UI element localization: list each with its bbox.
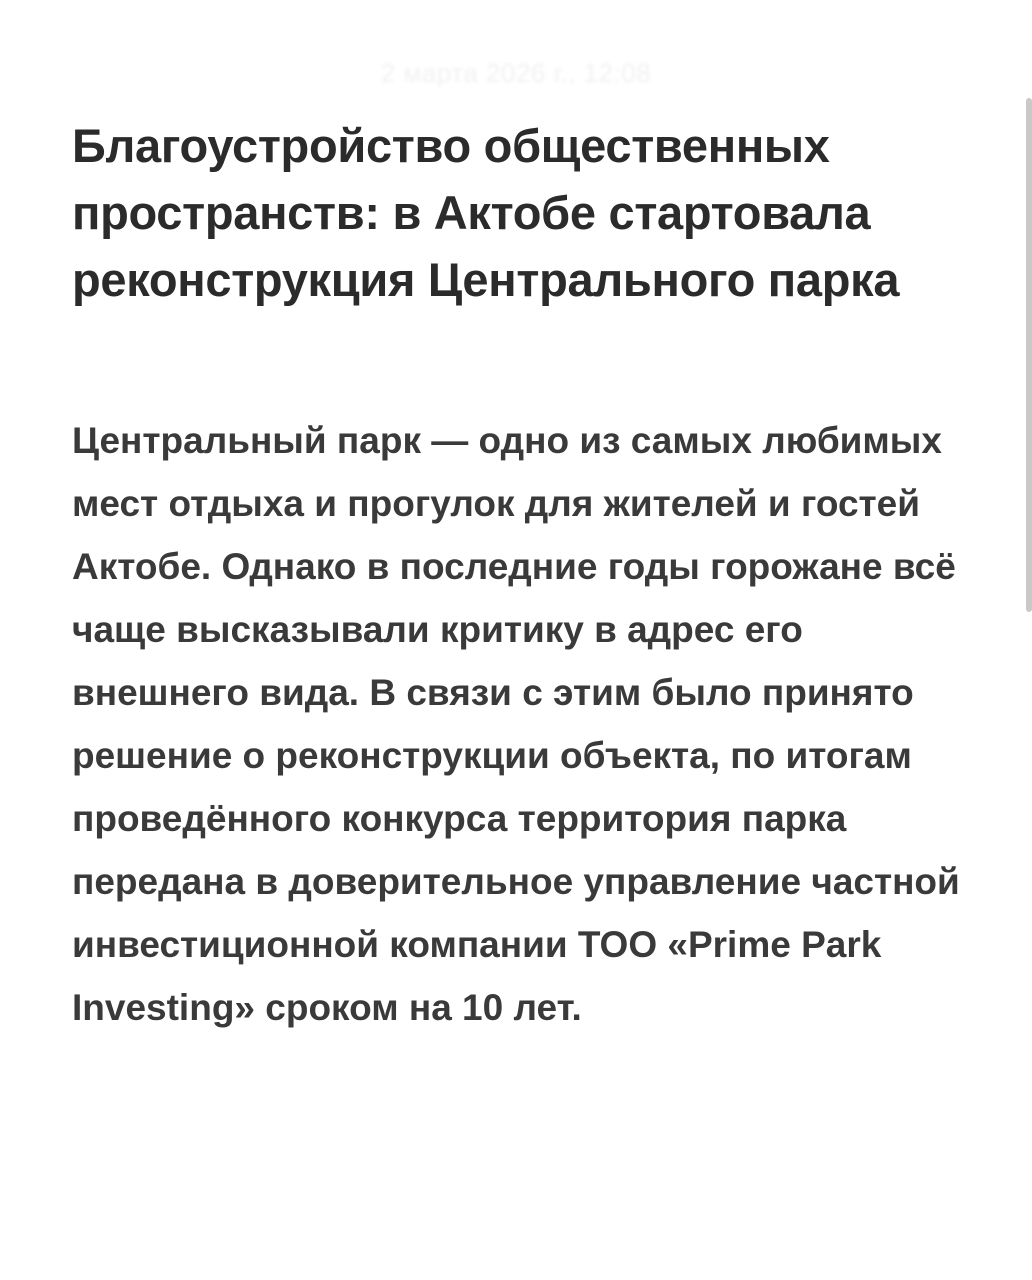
article-date: 2 марта 2026 г., 12:08 <box>380 58 652 88</box>
article <box>72 112 962 1039</box>
article-title: Благоустройство общественных пространств: в Актобе стартовала реконструкция Центрального парка <box>72 119 900 306</box>
scrollbar[interactable] <box>1026 98 1032 612</box>
article-body: Центральный парк — одно из самых любимых мест отдыха и прогулок для жителей и гостей Актобе. Однако в последние годы горожане всё чаще высказывали критику в адрес его внешнего вида. В связи с этим было принято решение о реконструкции объекта, по итогам проведённого конкурса территория парка передана в доверительное управление частной инвестиционной компании ТОО «Prime Park Investing» сроком на 10 лет. <box>72 420 960 1028</box>
